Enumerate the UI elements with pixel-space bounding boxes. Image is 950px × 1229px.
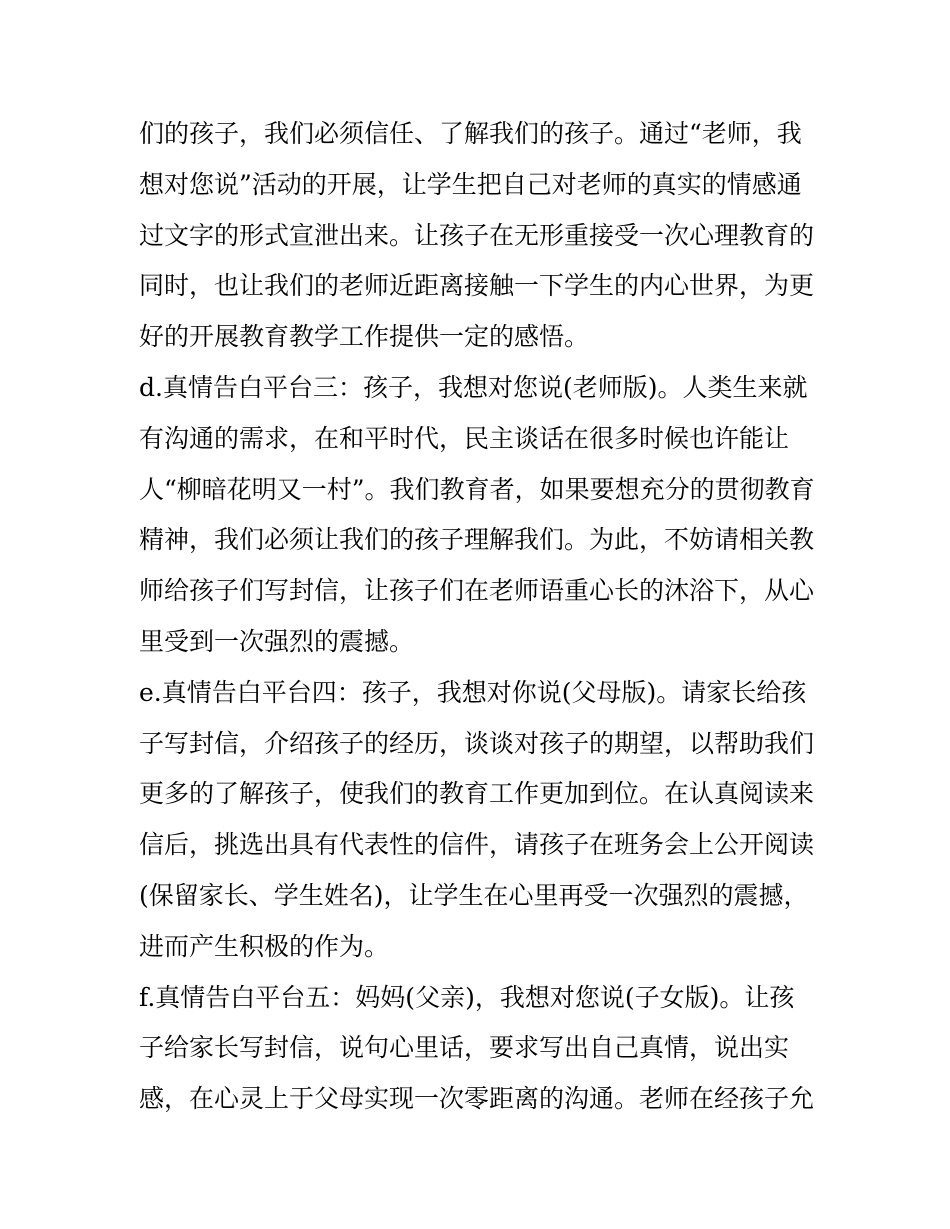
- text-line: 精神，我们必须让我们的孩子理解我们。为此，不妨请相关教: [139, 525, 815, 555]
- text-line: 里受到一次强烈的震撼。: [139, 626, 415, 656]
- text-line: 人“柳暗花明又一村”。我们教育者，如果要想充分的贯彻教育: [139, 474, 815, 504]
- text-line: 想对您说”活动的开展，让学生把自己对老师的真实的情感通: [139, 169, 802, 199]
- text-line: 过文字的形式宣泄出来。让孩子在无形重接受一次心理教育的: [139, 220, 815, 250]
- text-line: 信后，挑选出具有代表性的信件，请孩子在班务会上公开阅读: [139, 830, 815, 860]
- text-line: 同时，也让我们的老师近距离接触一下学生的内心世界，为更: [139, 271, 815, 301]
- body-text: [139, 109, 819, 1125]
- text-line: (保留家长、学生姓名)，让学生在心里再受一次强烈的震撼，: [139, 880, 809, 910]
- text-line: 子给家长写封信，说句心里话，要求写出自己真情，说出实: [139, 1033, 790, 1063]
- text-line: 们的孩子，我们必须信任、了解我们的孩子。通过“老师，我: [139, 119, 802, 148]
- text-line: f.真情告白平台五：妈妈(父亲)，我想对您说(子女版)。让孩: [139, 982, 795, 1012]
- text-line: 有沟通的需求，在和平时代，民主谈话在很多时候也许能让: [139, 423, 790, 453]
- text-line: 好的开展教育教学工作提供一定的感悟。: [139, 322, 590, 352]
- text-line: d.真情告白平台三：孩子，我想对您说(老师版)。人类生来就: [139, 372, 808, 402]
- text-line: 进而产生积极的作为。: [139, 931, 390, 961]
- text-line: 子写封信，介绍孩子的经历，谈谈对孩子的期望，以帮助我们: [139, 728, 815, 758]
- text-line: 师给孩子们写封信，让孩子们在老师语重心长的沐浴下，从心: [139, 576, 815, 606]
- text-line: 感，在心灵上于父母实现一次零距离的沟通。老师在经孩子允: [139, 1084, 815, 1114]
- text-line: 更多的了解孩子，使我们的教育工作更加到位。在认真阅读来: [139, 779, 815, 809]
- text-line: e.真情告白平台四：孩子，我想对你说(父母版)。请家长给孩: [139, 677, 807, 707]
